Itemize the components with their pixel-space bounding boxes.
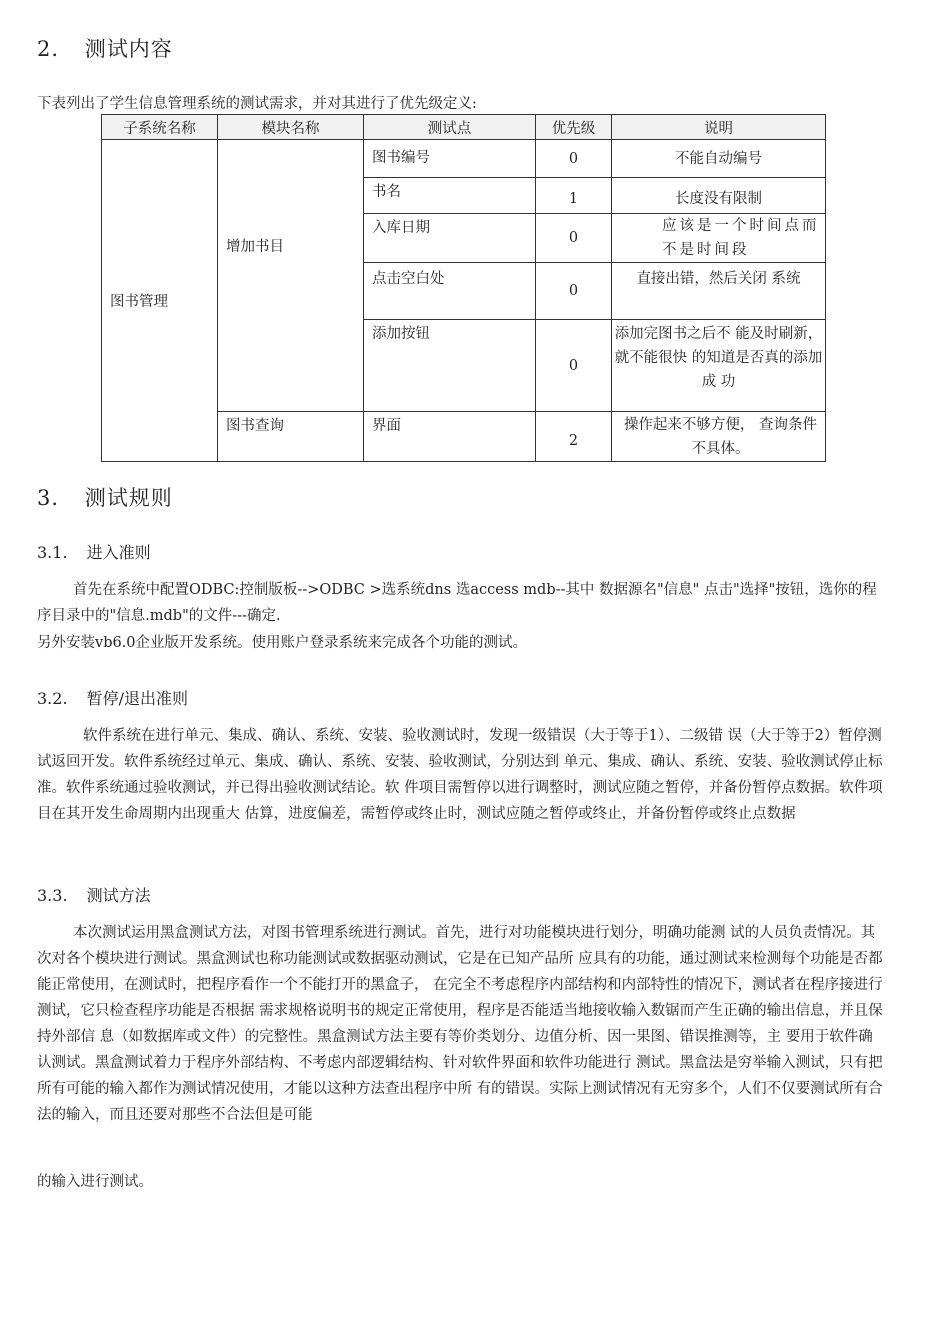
test-point: 书名 xyxy=(372,184,401,200)
section-3-1-paragraph-2: 另外安装vb6.0企业版开发系统。使用账户登录系统来完成各个功能的测试。 xyxy=(37,635,528,651)
section-2-heading xyxy=(37,33,173,63)
description: 长度没有限制 xyxy=(612,178,826,214)
header-subsystem: 子系统名称 xyxy=(102,115,218,140)
priority: 0 xyxy=(536,263,612,320)
header-test-point: 测试点 xyxy=(364,115,536,140)
section-2-title: 测试内容 xyxy=(84,37,173,61)
section-3-3-number: 3.3. xyxy=(37,886,68,905)
header-module: 模块名称 xyxy=(218,115,364,140)
table-intro: 下表列出了学生信息管理系统的测试需求，并对其进行了优先级定义: xyxy=(37,96,477,112)
priority: 1 xyxy=(536,178,612,214)
section-3-title: 测试规则 xyxy=(84,486,173,510)
section-3-1-heading xyxy=(37,540,151,563)
description: 直接出错，然后关闭 系统 xyxy=(612,263,826,320)
priority: 0 xyxy=(536,214,612,263)
test-point: 入库日期 xyxy=(372,220,430,236)
priority: 2 xyxy=(536,412,612,462)
section-3-3-heading xyxy=(37,883,151,906)
priority: 0 xyxy=(536,140,612,178)
section-2-number: 2. xyxy=(37,37,60,61)
description: 不能自动编号 xyxy=(612,140,826,178)
section-3-3-paragraph-2: 的输入进行测试。 xyxy=(37,1174,153,1190)
test-requirements-table xyxy=(101,114,826,462)
description: 应该是一个时间点而不是时间段 xyxy=(612,214,826,263)
test-point: 界面 xyxy=(372,418,401,434)
header-priority: 优先级 xyxy=(536,115,612,140)
header-description: 说明 xyxy=(612,115,826,140)
test-point: 图书编号 xyxy=(372,150,430,166)
section-3-2-heading xyxy=(37,686,188,709)
section-3-3-paragraph-1: 本次测试运用黑盒测试方法，对图书管理系统进行测试。首先，进行对功能模块进行划分，明确功能测 试的人员负责情况。其次对各个模块进行测试。黑盒测试也称功能测试或数据驱动测试，它是在已知产品所 应具有的功能，通过测试来检测每个功能是否都能正常使用，在测试时，把程序看作一个不能打开的黑盒子， 在完全不考虑程序内部结构和内部特性的情况下，测试者在程序接进行测试，它只检查程序功能是否根据 需求规格说明书的规定正常使用，程序是否能适当地接收输入数锯而产生正确的输出信息，并且保持外部信 息（如数据库或文件）的完整性。黑盒测试方法主要有等价类划分、边值分析、因一果图、错误推测等，主 要用于软件确认测试。黑盒测试着力于程序外部结构、不考虑内部逻辑结构、针对软件界面和软件功能进行 测试。黑盒法是穷举输入测试，只有把所有可能的输入都作为测试情况使用，才能以这种方法查出程序中所 有的错误。实际上测试情况有无穷多个，人们不仅要测试所有合法的输入，而且还要对那些不合法但是可能 xyxy=(37,925,883,1123)
section-3-heading xyxy=(37,482,173,512)
description: 添加完图书之后不 能及时刷新，就不能很快 的知道是否真的添加成 功 xyxy=(612,320,826,412)
section-3-number: 3. xyxy=(37,486,60,510)
section-3-2-paragraph: 软件系统在进行单元、集成、确认、系统、安装、验收测试时，发现一级错误（大于等于1）、二级错 误（大于等于2）暂停测试返回开发。软件系统经过单元、集成、确认、系统、安装、验收测试，分别达到 单元、集成、确认、系统、安装、验收测试停止标准。软件系统通过验收测试，并已得出验收测试结论。软 件项目需暂停以进行调整时，测试应随之暂停，并备份暂停点数据。软件项目在其开发生命周期内出现重大 估算，进度偏差，需暂停或终止时，测试应随之暂停或终止，并备份暂停或终止点数据 xyxy=(37,728,883,822)
section-3-1-paragraph-1: 首先在系统中配置ODBC:控制版板-->ODBC >选系统dns 选access mdb--其中 数据源名"信息" 点击"选择"按钮，选你的程序目录中的"信息.mdb"的文件---确定. xyxy=(37,582,877,624)
subsystem-cell: 图书管理 xyxy=(102,140,218,462)
module-query-cell: 图书查询 xyxy=(218,412,364,462)
section-3-3-title: 测试方法 xyxy=(86,886,151,905)
table-row xyxy=(102,140,826,178)
priority: 0 xyxy=(536,320,612,412)
description: 操作起来不够方便， 查询条件不具体。 xyxy=(612,412,826,462)
test-point: 点击空白处 xyxy=(372,271,445,287)
test-point: 添加按钮 xyxy=(372,326,430,342)
module-add-cell: 增加书目 xyxy=(218,140,364,412)
section-3-1-number: 3.1. xyxy=(37,543,68,562)
table-header-row xyxy=(102,115,826,140)
section-3-2-number: 3.2. xyxy=(37,689,68,708)
section-3-1-title: 进入准则 xyxy=(86,543,151,562)
section-3-2-title: 暂停/退出准则 xyxy=(86,689,189,708)
